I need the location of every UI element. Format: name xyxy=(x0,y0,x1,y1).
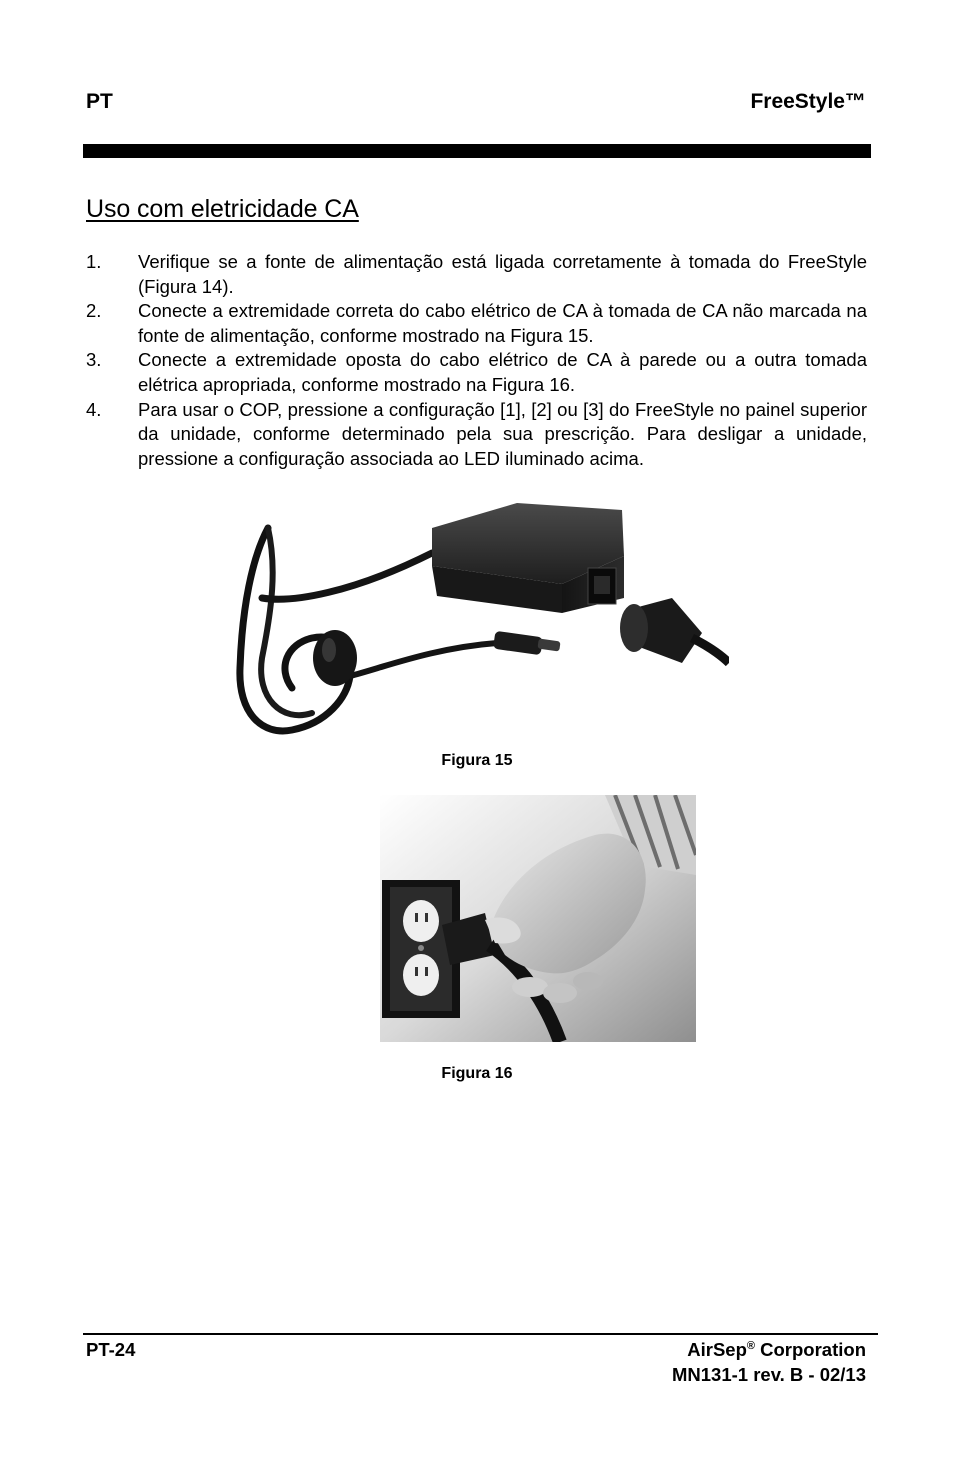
section-title: Uso com eletricidade CA xyxy=(86,195,359,223)
header-rule xyxy=(83,144,871,158)
language-code: PT xyxy=(86,90,113,113)
step-number: 1. xyxy=(86,251,102,272)
list-item xyxy=(86,398,867,472)
wall-outlet-photo xyxy=(380,795,696,1042)
list-item xyxy=(86,299,867,348)
company-name-text: AirSep xyxy=(687,1339,747,1360)
instruction-list xyxy=(86,250,867,471)
step-text: Conecte a extremidade oposta do cabo elétrico de CA à parede ou a outra tomada elétrica apropriada, conforme mostrado na Figura 16. xyxy=(138,349,867,395)
step-text: Verifique se a fonte de alimentação está ligada corretamente à tomada do FreeStyle (Figura 14). xyxy=(138,251,867,297)
company-name xyxy=(687,1339,866,1361)
power-supply-photo xyxy=(232,498,729,738)
company-suffix: Corporation xyxy=(760,1339,866,1360)
step-text: Conecte a extremidade correta do cabo elétrico de CA à tomada de CA não marcada na fonte de alimentação, conforme mostrado na Figura 15. xyxy=(138,300,867,346)
footer-rule xyxy=(83,1333,878,1335)
step-text: Para usar o COP, pressione a configuração [1], [2] ou [3] do FreeStyle no painel superior da unidade, conforme determinado pela sua prescrição. Para desligar a unidade, pressione a configuração associada ao LED iluminado acima. xyxy=(138,398,867,469)
product-name: FreeStyle™ xyxy=(750,90,866,113)
step-number: 4. xyxy=(86,398,102,420)
page-number: PT-24 xyxy=(86,1339,136,1360)
figure-16-caption: Figura 16 xyxy=(441,1065,513,1082)
document-reference: MN131-1 rev. B - 02/13 xyxy=(671,1364,866,1385)
figure-15-caption: Figura 15 xyxy=(441,752,513,769)
list-item xyxy=(86,250,867,299)
registered-mark: ® xyxy=(746,1340,755,1352)
step-number: 2. xyxy=(86,300,102,322)
list-item xyxy=(86,348,867,397)
step-number: 3. xyxy=(86,349,102,371)
